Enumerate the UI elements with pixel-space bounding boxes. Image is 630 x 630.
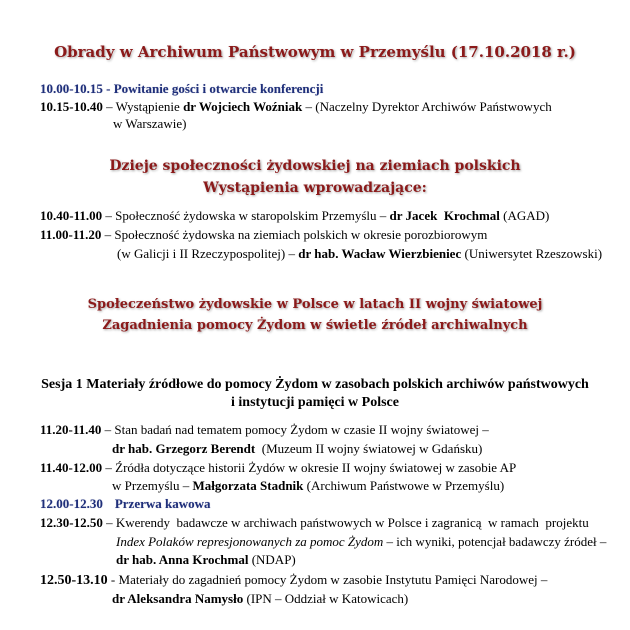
- section-subheading: Wystąpienia wprowadzające:: [203, 180, 427, 196]
- session-heading-line: i instytucji pamięci w Polsce: [231, 395, 399, 410]
- item-text: Społeczność żydowska na ziemiach polskich w okresie porozbiorowym: [114, 227, 488, 242]
- separator: –: [102, 515, 116, 530]
- item-continuation: [112, 590, 408, 608]
- item-continuation: [112, 477, 504, 495]
- agenda-item: [40, 571, 547, 590]
- item-text: Kwerendy badawcze w archiwach państwowych w Polsce i zagranicą w ramach projektu: [115, 515, 589, 530]
- separator: –: [102, 208, 116, 223]
- speaker: dr Wojciech Woźniak: [183, 99, 303, 114]
- project-title: Index Polaków represjonowanych za pomoc Żydom: [116, 534, 384, 549]
- separator: –: [101, 227, 115, 242]
- time: 11.40-12.00: [40, 460, 103, 475]
- item-text: Materiały do zagadnień pomocy Żydom w zasobie Instytutu Pamięci Narodowej –: [118, 572, 548, 587]
- time: 11.00-11.20: [40, 227, 102, 242]
- item-continuation: [117, 245, 602, 263]
- affiliation: (AGAD): [499, 208, 550, 223]
- item-text: – ich wyniki, potencjał badawczy źródeł –: [383, 534, 607, 549]
- item-continuation: [112, 440, 482, 458]
- time: 12.30-12.50: [40, 515, 103, 530]
- item-continuation: [116, 551, 296, 569]
- affiliation: – (Naczelny Dyrektor Archiwów Państwowych: [302, 99, 552, 114]
- section-subheading: Zagadnienia pomocy Żydom w świetle źródeł archiwalnych: [102, 318, 528, 333]
- speaker: dr hab. Wacław Wierzbieniec: [298, 246, 462, 261]
- speaker: dr Jacek Krochmal: [389, 208, 500, 223]
- time: 10.15-10.40: [40, 99, 103, 114]
- session-heading: [0, 376, 630, 412]
- separator: –: [102, 460, 116, 475]
- agenda-item: [40, 226, 487, 244]
- session-heading-line: Sesja 1 Materiały źródłowe do pomocy Żydom w zasobach polskich archiwów państwowych: [41, 377, 589, 392]
- separator: -: [102, 81, 114, 96]
- item-text: Społeczność żydowska w staropolskim Przemyślu –: [115, 208, 390, 223]
- affiliation: (Muzeum II wojny światowej w Gdańsku): [255, 441, 483, 456]
- time: 10.00-10.15: [40, 81, 103, 96]
- affiliation: (NDAP): [248, 552, 296, 567]
- item-text: Przerwa kawowa: [114, 496, 211, 511]
- section-heading-line: Społeczeństwo żydowskie w Polsce w latach II wojny światowej: [87, 297, 543, 312]
- agenda-item: [40, 421, 489, 439]
- item-text: Stan badań nad tematem pomocy Żydom w czasie II wojny światowej –: [114, 422, 489, 437]
- item-continuation: [116, 533, 606, 551]
- item-text: Wystąpienie: [115, 99, 184, 114]
- time: 12.50-13.10: [40, 573, 108, 588]
- section-heading: [0, 155, 630, 199]
- agenda-item: [40, 98, 552, 116]
- agenda-item-break: [40, 495, 211, 513]
- time: 11.20-11.40: [40, 422, 102, 437]
- agenda-item-opening: [40, 80, 323, 98]
- affiliation: (Uniwersytet Rzeszowski): [461, 246, 603, 261]
- separator: –: [101, 422, 115, 437]
- separator: –: [102, 99, 116, 114]
- item-text: w Przemyślu –: [112, 478, 193, 493]
- time: 10.40-11.00: [40, 208, 103, 223]
- agenda-item: [40, 207, 549, 225]
- agenda-item: [40, 514, 589, 532]
- item-text: (w Galicji i II Rzeczypospolitej) –: [117, 246, 299, 261]
- page-title: Obrady w Archiwum Państwowym w Przemyślu (17.10.2018 r.): [54, 43, 576, 61]
- item-text: Źródła dotyczące historii Żydów w okresie II wojny światowej w zasobie AP: [115, 460, 517, 475]
- speaker: dr hab. Anna Krochmal: [116, 552, 249, 567]
- speaker: dr Aleksandra Namysło: [112, 591, 244, 606]
- affiliation: (IPN – Oddział w Katowicach): [243, 591, 409, 606]
- separator: -: [107, 572, 119, 587]
- time: 12.00-12.30: [40, 496, 103, 511]
- item-text: Powitanie gości i otwarcie konferencji: [113, 81, 324, 96]
- agenda-item: [40, 459, 516, 477]
- section-heading-line: Dzieje społeczności żydowskiej na ziemiach polskich: [109, 158, 521, 174]
- item-continuation: w Warszawie): [113, 116, 187, 131]
- section-heading: [0, 294, 630, 336]
- speaker: dr hab. Grzegorz Berendt: [112, 441, 256, 456]
- affiliation: (Archiwum Państwowe w Przemyślu): [303, 478, 505, 493]
- speaker: Małgorzata Stadnik: [192, 478, 304, 493]
